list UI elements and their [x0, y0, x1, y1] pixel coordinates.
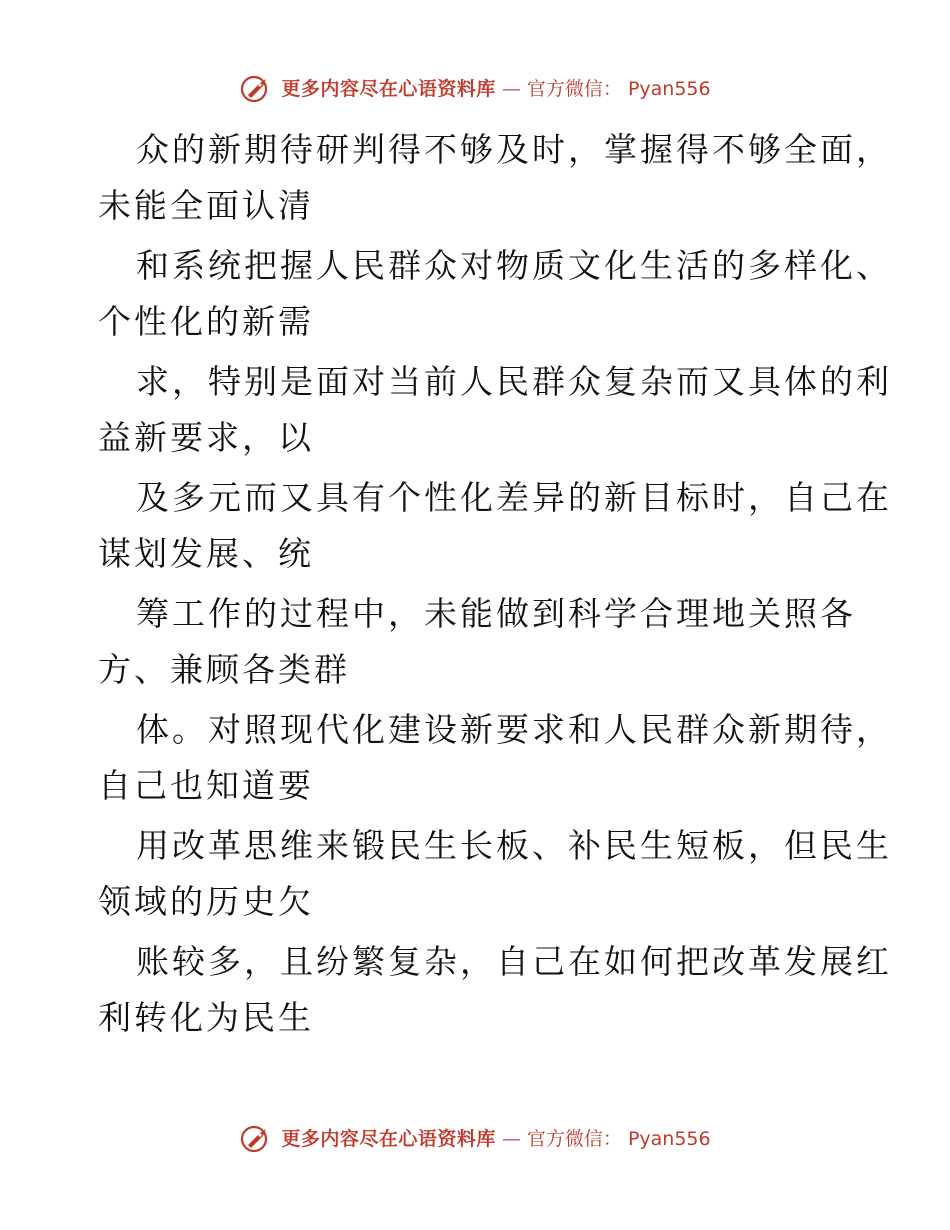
paragraph-line: 未能全面认清	[98, 186, 314, 225]
paragraph-line: 自己也知道要	[98, 766, 314, 805]
paragraph-5	[98, 586, 858, 698]
paragraph-6	[98, 702, 892, 814]
paragraph-1	[98, 122, 892, 234]
watermark-separator: —	[501, 78, 521, 100]
paragraph-line: 利转化为民生	[98, 998, 314, 1037]
header-watermark	[0, 74, 950, 104]
watermark-id: Pyan556	[627, 78, 711, 100]
watermark-label: 官方微信：	[526, 1128, 622, 1150]
paragraph-line: 方、兼顾各类群	[98, 650, 350, 689]
paragraph-2	[98, 238, 892, 350]
paragraph-line: 益新要求，以	[98, 418, 314, 457]
pen-nib-logo-icon	[239, 1124, 275, 1154]
watermark-main-text: 更多内容尽在心语资料库	[281, 78, 496, 100]
paragraph-line: 体。对照现代化建设新要求和人民群众新期待，	[136, 710, 892, 749]
paragraph-line: 用改革思维来锻民生长板、补民生短板，但民生	[136, 826, 892, 865]
watermark-label: 官方微信：	[526, 78, 622, 100]
watermark-id: Pyan556	[627, 1128, 711, 1150]
paragraph-line: 领域的历史欠	[98, 882, 314, 921]
paragraph-line: 个性化的新需	[98, 302, 314, 341]
paragraph-line: 谋划发展、统	[98, 534, 314, 573]
paragraph-8	[98, 934, 892, 1046]
paragraph-line: 求，特别是面对当前人民群众复杂而又具体的利	[136, 362, 892, 401]
paragraph-line: 筹工作的过程中，未能做到科学合理地关照各	[136, 594, 856, 633]
watermark-separator: —	[501, 1128, 521, 1150]
footer-watermark	[0, 1124, 950, 1154]
paragraph-line: 和系统把握人民群众对物质文化生活的多样化、	[136, 246, 892, 285]
paragraph-4	[98, 470, 892, 582]
paragraph-line: 账较多，且纷繁复杂，自己在如何把改革发展红	[136, 942, 892, 981]
paragraph-line: 众的新期待研判得不够及时，掌握得不够全面，	[136, 130, 892, 169]
pen-nib-logo-icon	[239, 74, 275, 104]
document-body	[98, 122, 892, 1046]
paragraph-7	[98, 818, 892, 930]
paragraph-line: 及多元而又具有个性化差异的新目标时，自己在	[136, 478, 892, 517]
paragraph-3	[98, 354, 892, 466]
watermark-main-text: 更多内容尽在心语资料库	[281, 1128, 496, 1150]
